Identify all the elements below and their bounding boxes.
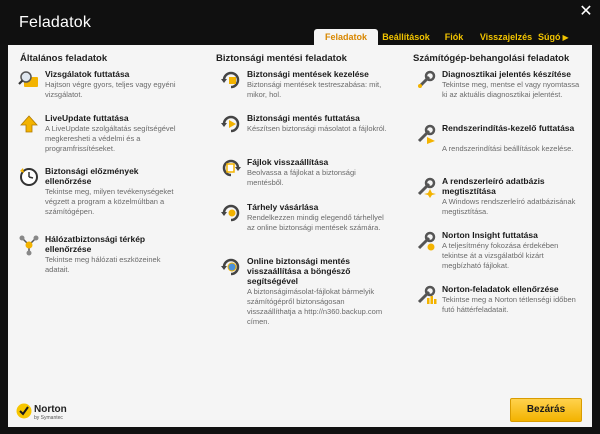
task-desc: A rendszerindítási beállítások kezelése. bbox=[442, 144, 574, 153]
task-title: Diagnosztikai jelentés készítése bbox=[442, 69, 571, 79]
tab-sugo-label: Súgó bbox=[538, 32, 561, 42]
norton-logo bbox=[16, 401, 76, 425]
tab-bar bbox=[314, 29, 568, 45]
close-icon[interactable]: ✕ bbox=[579, 3, 593, 20]
buy-storage-icon bbox=[220, 202, 242, 224]
tab-visszajelzes[interactable]: Visszajelzés bbox=[479, 32, 533, 42]
tab-fiok[interactable]: Fiók bbox=[444, 32, 464, 42]
task-desc: Készítsen biztonsági másolatot a fájlokról. bbox=[247, 124, 387, 133]
task-desc: A LiveUpdate szolgáltatás segítségével megkeresheti a védelmi és a programfrissítéseket. bbox=[45, 124, 176, 153]
window-title: Feladatok bbox=[19, 14, 92, 31]
tab-feladatok[interactable]: Feladatok bbox=[314, 29, 378, 45]
task-title: Tárhely vásárlása bbox=[247, 202, 319, 212]
task-desc: A biztonságimásolat-fájlokat bármelyik számítógépről biztonságosan visszaállíthatja a http://n360.backup.com címen. bbox=[247, 287, 383, 326]
backup-run-icon bbox=[220, 113, 242, 135]
norton-insight-icon bbox=[415, 230, 437, 252]
logo-name: Norton bbox=[34, 404, 67, 415]
task-title: Vizsgálatok futtatása bbox=[45, 69, 130, 79]
task-desc: A teljesítmény fokozása érdekében tekintse át a vizsgálatból kizárt megbízható fájlokat. bbox=[442, 241, 559, 270]
triangle-right-icon: ▶ bbox=[562, 33, 569, 42]
close-button[interactable]: Bezárás bbox=[510, 398, 582, 422]
task-title: Biztonsági mentések kezelése bbox=[247, 69, 369, 79]
column-heading-tuneup: Számítógép-behangolási feladatok bbox=[413, 53, 570, 64]
task-title: Norton Insight futtatása bbox=[442, 230, 538, 240]
tab-sugo[interactable] bbox=[538, 29, 568, 45]
task-title: Biztonsági mentés futtatása bbox=[247, 113, 360, 123]
magnifier-folder-icon bbox=[18, 69, 40, 91]
task-title: Biztonsági előzmények ellenőrzése bbox=[45, 166, 139, 186]
title-bar bbox=[0, 0, 600, 44]
task-desc: Tekintse meg a Norton tétlenségi időben futó háttérfeladatait. bbox=[442, 295, 576, 314]
online-restore-icon bbox=[220, 256, 242, 278]
restore-files-icon bbox=[220, 157, 242, 179]
task-title: A rendszerleíró adatbázis megtisztítása bbox=[442, 176, 545, 196]
tab-beallitasok[interactable]: Beállítások bbox=[382, 32, 430, 42]
startup-manager-icon bbox=[415, 123, 437, 145]
history-clock-icon bbox=[18, 166, 40, 188]
task-title: Fájlok visszaállítása bbox=[247, 157, 329, 167]
task-title: Online biztonsági mentés visszaállítása a böngésző segítségével bbox=[247, 256, 351, 286]
task-desc: Rendelkezzen mindig elegendő tárhellyel az online biztonsági mentések számára. bbox=[247, 213, 384, 232]
backup-manage-icon bbox=[220, 69, 242, 91]
task-title: Norton-feladatok ellenőrzése bbox=[442, 284, 559, 294]
task-title: LiveUpdate futtatása bbox=[45, 113, 129, 123]
task-desc: Biztonsági mentések testreszabása: mit, mikor, hol. bbox=[247, 80, 382, 99]
logo-sub: by Symantec bbox=[34, 415, 63, 421]
diagnostic-wrench-icon bbox=[415, 69, 437, 91]
task-desc: Tekintse meg, milyen tevékenységeket végzett a program a közelmúltban a számítógépen. bbox=[45, 187, 174, 216]
task-desc: A Windows rendszerleíró adatbázisának megtisztítása. bbox=[442, 197, 576, 216]
task-desc: Tekintse meg hálózati eszközeinek adatait. bbox=[45, 255, 161, 274]
tasks-panel bbox=[8, 45, 592, 427]
registry-clean-icon bbox=[415, 176, 437, 198]
task-title: Hálózatbiztonsági térkép ellenőrzése bbox=[45, 234, 146, 254]
task-desc: Beolvassa a fájlokat a biztonsági mentésből. bbox=[247, 168, 356, 187]
liveupdate-icon bbox=[18, 113, 40, 135]
task-title: Rendszerindítás-kezelő futtatása bbox=[442, 123, 575, 133]
task-check-icon bbox=[415, 284, 437, 306]
network-map-icon bbox=[18, 234, 40, 256]
column-heading-general: Általános feladatok bbox=[20, 53, 108, 64]
task-desc: Tekintse meg, mentse el vagy nyomtassa ki az aktuális diagnosztikai jelentést. bbox=[442, 80, 580, 99]
column-heading-backup: Biztonsági mentési feladatok bbox=[216, 53, 347, 64]
norton-checkmark-icon bbox=[16, 403, 32, 419]
task-desc: Hajtson végre gyors, teljes vagy egyéni vizsgálatot. bbox=[45, 80, 176, 99]
